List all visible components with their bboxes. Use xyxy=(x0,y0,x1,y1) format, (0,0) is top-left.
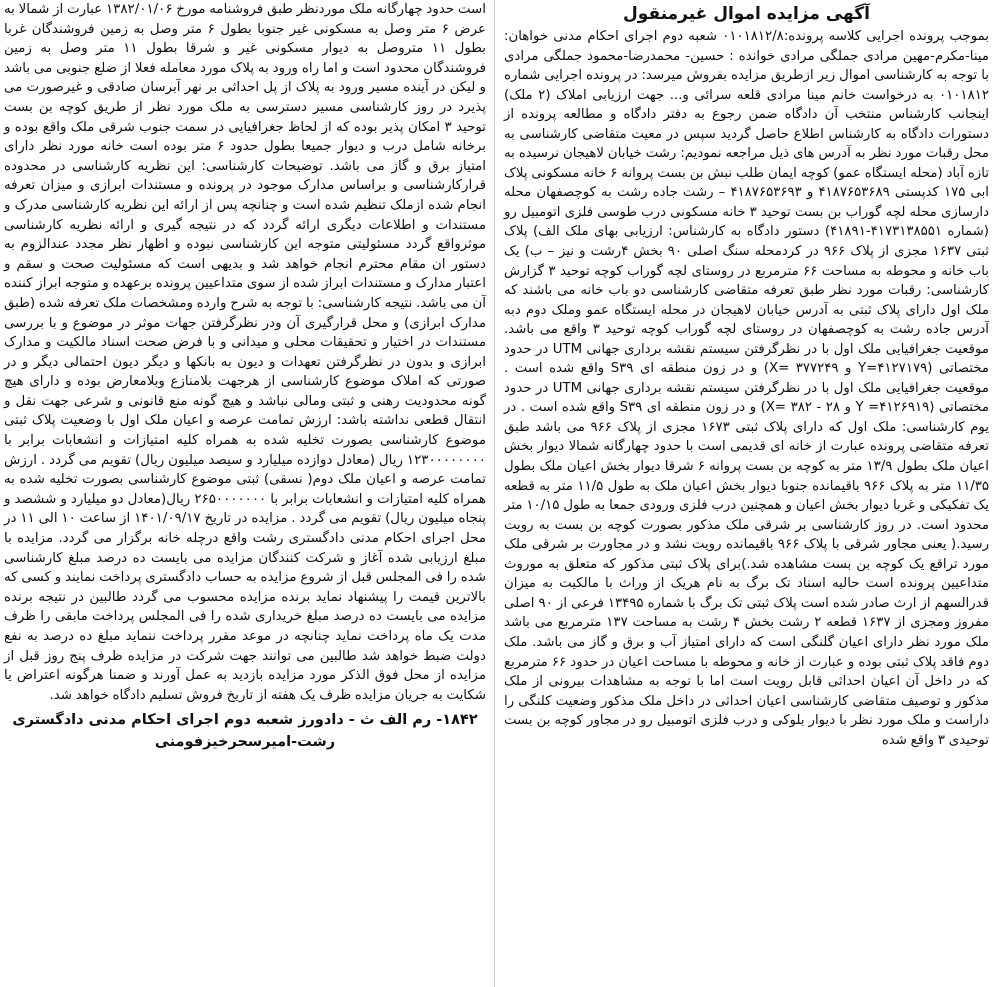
notice-signature xyxy=(4,709,486,753)
signature-line-2: رشت-امیرسحرخیزفومنی xyxy=(154,734,336,751)
notice-body-right: بموجب پرونده اجرایی کلاسه پرونده:۰۱۰۱۸۱۲/۸ شعبه دوم اجرای احکام مدنی خواهان: مینا-مکرم-مهین مرادی جملگی مرادی خوانده : حسین- محمدرضا-محمود جملگی مرادی با توجه به کارشناسی اموال زیر ازطریق مزایده بفروش میرسد: در پرونده اجرایی شماره ۰۱۰۱۸۱۲ به درخواست خانم مینا مرادی قلعه سرائی و... جهت ارزیابی املاک (۲ ملک) اینجانب کارشناس منتخب آن دادگاه ضمن رجوع به دفتر دادگاه و مطالعه پرونده از دستورات دادگاه به کارشناس اطلاع حاصل گردید سپس در معیت متقاضی کارشناسی به محل رقبات مورد نظر به آدرس های ذیل مراجعه نمودیم: رشت خیابان لاهیجان نرسیده به تازه آباد (محله ایستگاه عمو) کوچه ایمان طلب نبش بن بست پروانه ۶ خانه مسکونی پلاک ابی ۱۷۵ کدپستی ۴۱۸۷۶۵۳۶۸۹ و ۴۱۸۷۶۵۳۶۹۳ – رشت جاده رشت به کوچصفهان محله دارسازی محله لچه گوراب بن بست توحید ۳ خانه مسکونی درب طوسی فلزی اتومبیل رو (شماره ۴۱۷۳۱۳۸۵۵۱-۴۱۸۹۱) دستور دادگاه به کارشناس: ارزیابی بهای ملک الف) پلاک ثبتی ۱۶۳۷ مجزی از پلاک ۹۶۶ در کردمحله سنگ اصلی ۹۰ بخش ۴رشت و نیز – ب) یک باب خانه و محوطه به مساحت ۶۶ مترمربع در روستای لچه گوراب کوچه توحید ۳ گزارش کارشناسی: رقبات مورد نظر طبق تعرفه متقاضی کارشناسی دو باب خانه می باشند که ملک اول دارای پلاک ثبتی به آدرس خیابان لاهیجان در محله ایستگاه عمو وملک دوم دبه آدرس جاده رشت به کوچصفهان در روستای لچه گوراب کوچه توحید ۳ واقع می باشد. موقعیت جغرافیایی ملک اول با در نظرگرفتن سیستم نقشه برداری جهانی UTM در حدود مختصاتی (۴۱۲۷۱۷۹=Y و ۳۷۷۲۴۹ =X) و در زون منطقه ای S۳۹ واقع شده است . موقعیت جغرافیایی ملک اول با در نظرگرفتن سیستم نقشه برداری جهانی UTM در حدود مختصاتی (۴۱۲۶۹۱۹= Y و ۲۸ - ۳۸۲ =X) و در زون منطقه ای S۳۹ واقع شده است . در یوم کارشناسی: ملک اول که دارای پلاک ثبتی ۱۶۷۳ مجزی از پلاک ۹۶۶ می باشد طبق تعرفه متقاضی پرونده عبارت از خانه ای قدیمی است با حدود چهارگانه شمالا دیوار بخش اعیان ملک بطول ۱۳/۹ متر به کوچه بن بست پروانه ۶ شرقا دیوار بخش اعیان ملک بطول ۱۱/۳۵ متر به پلاک ۹۶۶ باقیمانده جنوبا دیوار بخش اعیان ملک به طول ۱۱/۵ متر به قطعه یک تفکیکی و غربا دیوار بخش اعیان و همچنین درب فلزی ورودی جمعا به طول ۱۰/۱۵ متر محدود است. در روز کارشناسی بر شرقی ملک مذکور بصورت کوچه بن بست به رویت رسید.( یعنی مجاور شرقی با پلاک ۹۶۶ باقیمانده رویت نشد و در مجاورت بر شرقی ملک مورد تراقع یک کوچه بن بست مشاهده شد.)برای پلاک ثبتی مذکور که متعلق به موروث متداعیین پرونده است حالیه اسناد تک برگ به نام هریک از وراث با مالکیت به میزان قدرالسهم از ارث صادر شده است پلاک ثبتی تک برگ با شماره ۱۳۴۹۵ فرعی از ۹۰ اصلی مفروز ومجزی از ۱۶۳۷ قطعه ۲ رشت بخش ۴ رشت به مساحت ۱۳۷ مترمربع می باشد ملک مورد نظر دارای اعیان گلنگی است که دارای امتیاز آب و برق و گاز می باشد. ملک دوم فاقد پلاک ثبتی بوده و عبارت از خانه و محوطه با مساحت اعیان در حدود ۶۶ مترمربع که در داخل آن اعیان احداثی قابل رویت است اما با توجه به مشاهدات بیرونی از ملک مذکور و توصیف متقاضی کارشناسی اعیان احداثی در داخل ملک مذکور وضعیت کلنگی را داراست و ملک مورد نظر با دیوار بلوکی و درب فلزی اتومبیل رو در مجاور کوچه بن بست توحیدی ۳ واقع شده xyxy=(504,29,990,748)
right-column xyxy=(498,0,993,987)
notice-title: آگهی مزایده اموال غیرمنقول xyxy=(623,4,870,24)
notice-body-left: است حدود چهارگانه ملک موردنظر طبق فروشنامه مورخ ۱۳۸۲/۰۱/۰۶ عبارت از شمالا به عرض ۶ متر وصل به مسکونی غیر جنوبا بطول ۶ متر وصل به زمین فروشندگان غربا بطول ۱۱ متروصل به دیوار مسکونی غیر و شرقا بطول ۱۱ متر وصل به زمین فروشندگان محدود است و اما راه ورود به پلاک مورد معامله فعلا از ضلع جنوبی می باشد و لیکن در آینده مسیر ورود به پلاک از پل احداثی بر نهر آبرسان صادقی و غیرصورت می پذیرد در روز کارشناسی مسیر دسترسی به ملک مورد نظر از طریق کوچه بن بست توحید ۳ امکان پذیر بوده که از لحاظ جغرافیایی در سمت جنوب شرقی ملک واقع بوده و برخانه شامل درب و دیوار جمیعا بطول حدود ۶ متر بوده است خانه مورد نظر دارای امتیاز برق و گاز می باشد. توضیحات کارشناسی: این نظریه کارشناسی در محدوده قرارکارشناسی و براساس مدارک موجود در پرونده و مستندات ابرازی و میزان تعرفه انجام شده ازملک تنظیم شده است و چنانچه پس از ارائه این نظریه کارشناسی مدرک و مستندات و اطلاعات دیگری ارائه گردد که در نتیجه گیری و ارائه نظریه کارشناسی موثرواقع گردد مسئولیتی متوجه این کارشناسی نبوده و اظهار نظر مجدد عندالزوم به دستور ان مقام محترم انجام خواهد شد و بدیهی است که مسئولیت صحت و سقم و اعتبار مدارک و مستندات ابراز شده از سوی متداعیین پرونده برعهده و متوجه ابراز کننده آن می باشد. نتیجه کارشناسی: با توجه به شرح وارده ومشخصات ملک تعرفه شده (طبق مدارک ابرازی) و محل قرارگیری آن ودر نظرگرفتن جهات موثر در موضوع و با بررسی مستندات در اختیار و تحقیقات محلی و میدانی و با فرض صحت اسناد مالکیت و مدارک ابرازی و بدون در نظرگرفتن تعهدات و دیون به بانکها و دیگر دیون احتمالی دیگر و در صورتی که املاک موضوع کارشناسی از هرجهت بلامنازع وبلامعارض بوده و دارای هیچ گونه محدودیت رهنی و ثبتی ومالی نباشد و هیچ گونه منع قانونی و شرعی جهت نقل و انتقال قطعی نداشته باشد: ارزش تمامت عرصه و اعیان ملک اول با وضعیت پلاک ثبتی موضوع کارشناسی بصورت تخلیه شده به همراه کلیه امتیازات و انشعابات برابر با ۱۲۳۰۰۰۰۰۰۰۰ ریال (معادل دوازده میلیارد و سیصد میلیون ریال) تقویم می گردد . ارزش تمامت عرصه و اعیان ملک دوم( نسقی) ثبتی موضوع کارشناسی بصورت تخلیه شده به همراه کلیه امتیازات و انشعابات برابر با ۲۶۵۰۰۰۰۰۰۰ ریال(معادل دو میلیارد و ششصد و پنجاه میلیون ریال) تقویم می گردد . مزایده در تاریخ ۱۴۰۱/۰۹/۱۷ از ساعت ۱۰ الی ۱۱ در محل اجرای احکام مدنی دادگستری رشت واقع درچله خانه برگزار می گردد. مزایده با مبلغ ارزیابی شده آغاز و شرکت کنندگان مزایده می بایست ده درصد مبلغ کارشناسی شده را فی المجلس قبل از شروع مزایده به حساب دادگستری پرداخت نمایند و کسی که بالاترین قیمت را پیشنهاد نماید برنده مزایده محسوب می گردد طالبین در نتیجه برنده مزایده می بایست ده درصد مبلغ خریداری شده را فی المجلس پرداخت مابقی را ظرف مدت یک ماه پرداخت نماید چنانچه در موعد مقرر پرداخت ننماید مبلغ ده درصد به نفع دولت ضبط خواهد شد طالبین می توانند جهت شرکت در مزایده ظرف پنج روز قبل از مزایده از محل فوق الذکر مورد مزایده بازدید به عمل آورند و ضمنا هرگونه اعتراض یا شکایت به جریان مزایده ظرف یک هفته از تاریخ فروش تسلیم دادگاه خواهد شد. xyxy=(3,2,487,703)
column-divider xyxy=(494,0,495,987)
signature-line-1: ۱۸۴۲- رم الف ث - دادورز شعبه دوم اجرای احکام مدنی دادگستری xyxy=(12,712,478,729)
left-column xyxy=(0,0,492,987)
